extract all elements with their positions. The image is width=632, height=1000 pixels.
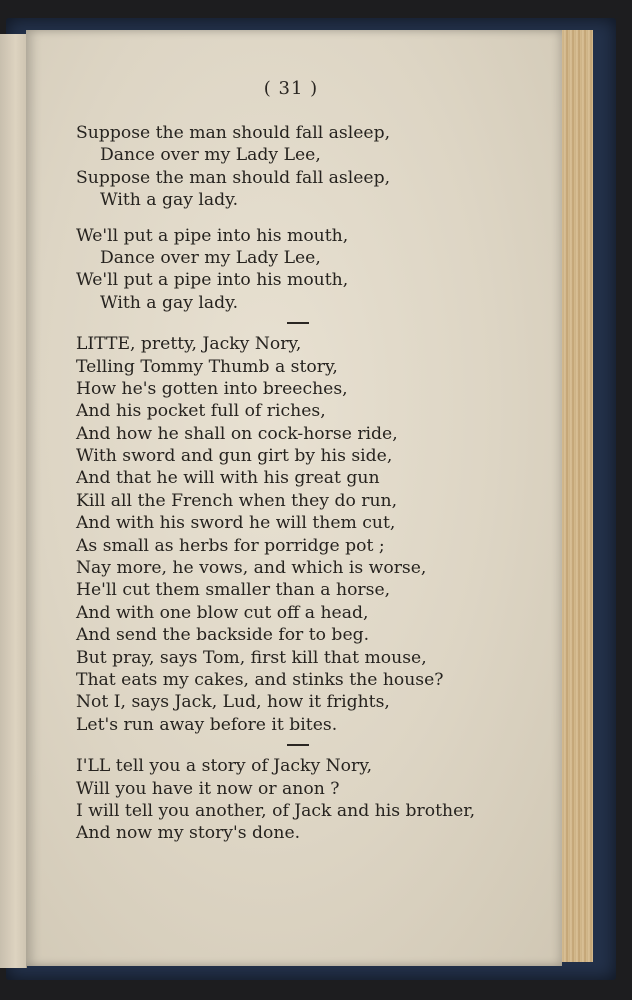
poem-line: And how he shall on cock-horse ride, — [76, 423, 398, 444]
stanza — [76, 122, 546, 212]
stanza — [76, 225, 546, 315]
poem-line: Kill all the French when they do run, — [76, 490, 398, 511]
poem-line: And that he will with his great gun — [76, 468, 380, 489]
poem-line: Nay more, he vows, and which is worse, — [76, 558, 427, 579]
poem-text — [76, 122, 546, 845]
poem-line: With a gay lady. — [100, 292, 239, 313]
poem-line: I'LL tell you a story of Jacky Nory, — [76, 756, 373, 777]
poem-line: Dance over my Lady Lee, — [100, 247, 321, 268]
poem-line: Telling Tommy Thumb a story, — [76, 356, 338, 377]
facing-page-edge — [0, 34, 27, 968]
separator-dash — [287, 744, 309, 746]
poem-line: And his pocket full of riches, — [76, 401, 326, 422]
poem-line: And with one blow cut off a head, — [76, 602, 369, 623]
poem-line: Let's run away before it bites. — [76, 714, 338, 735]
stanza-gap — [76, 212, 546, 225]
poem-line: Will you have it now or anon ? — [76, 778, 340, 799]
poem-line: LITTE, pretty, Jacky Nory, — [76, 334, 302, 355]
stanza — [76, 755, 546, 845]
poem-line: Suppose the man should fall asleep, — [76, 123, 391, 143]
poem-line: As small as herbs for porridge pot ; — [76, 535, 385, 556]
poem-line: I will tell you another, of Jack and his brother, — [76, 800, 476, 821]
separator-dash — [287, 322, 309, 324]
stanza-separator — [76, 736, 546, 755]
page-number: ( 31 ) — [263, 78, 319, 99]
poem-line: That eats my cakes, and stinks the house? — [76, 669, 444, 690]
poem-line: And send the backside for to beg. — [76, 625, 370, 646]
poem-line: And now my story's done. — [76, 823, 301, 844]
poem-line: With sword and gun girt by his side, — [76, 446, 393, 467]
poem-line: Dance over my Lady Lee, — [100, 145, 321, 166]
poem-line: But pray, says Tom, first kill that mouse, — [76, 647, 427, 668]
poem-line: And with his sword he will them cut, — [76, 513, 396, 534]
book-page — [26, 30, 562, 966]
poem-line: He'll cut them smaller than a horse, — [76, 580, 391, 601]
poem-line: With a gay lady. — [100, 190, 239, 211]
poem-line: We'll put a pipe into his mouth, — [76, 270, 349, 291]
poem-line: We'll put a pipe into his mouth, — [76, 225, 349, 246]
poem-line: How he's gotten into breeches, — [76, 378, 348, 399]
stanza — [76, 333, 546, 736]
poem-line: Suppose the man should fall asleep, — [76, 167, 391, 188]
stanza-separator — [76, 314, 546, 333]
poem-line: Not I, says Jack, Lud, how it frights, — [76, 692, 390, 713]
